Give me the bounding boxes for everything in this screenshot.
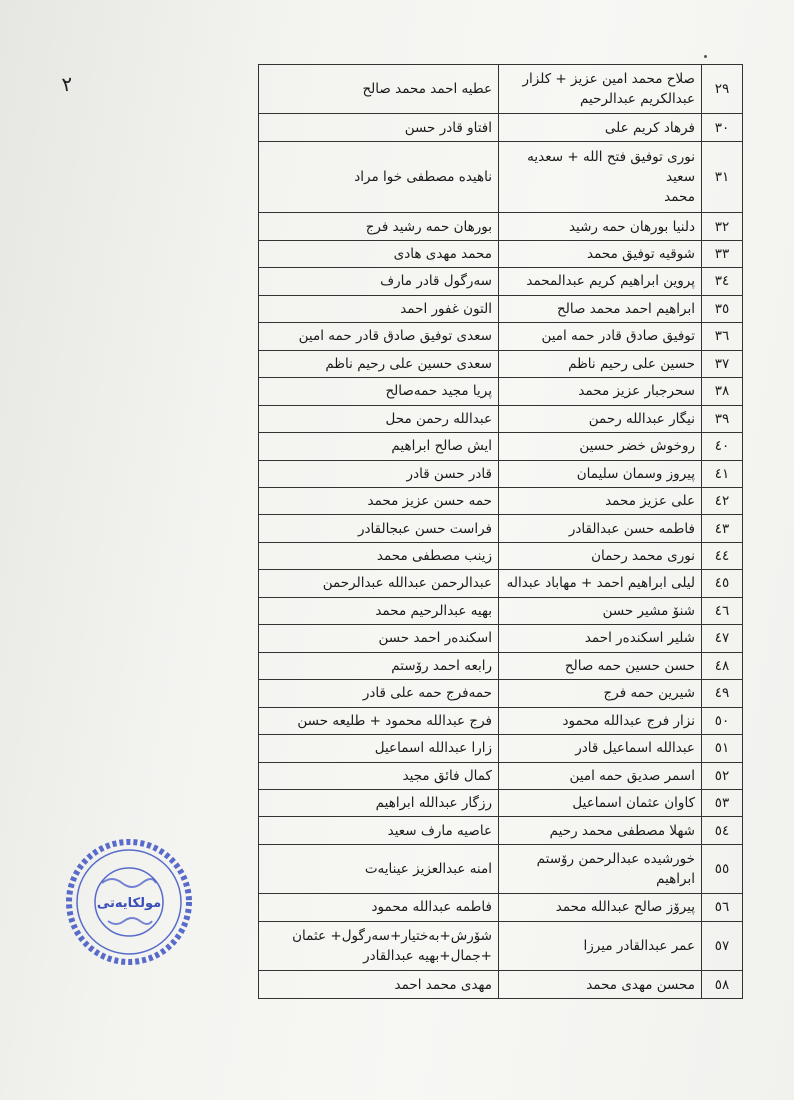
- cell-primary: [499, 921, 702, 970]
- primary-name: ليلى ابراهيم احمد + مهاباد عبداله: [506, 575, 695, 592]
- row-number: ٣٤: [702, 268, 743, 295]
- cell-primary: [499, 652, 702, 679]
- secondary-name: مهدى محمد احمد: [394, 976, 492, 993]
- table-row: [259, 323, 743, 350]
- row-number: ٣٦: [702, 323, 743, 350]
- cell-primary: [499, 817, 702, 844]
- secondary-name: سعدى توفيق صادق قادر حمه امين: [298, 328, 492, 345]
- cell-secondary: [259, 707, 499, 734]
- names-table: [258, 64, 743, 999]
- row-number: ٣٣: [702, 240, 743, 267]
- secondary-name: زينب مصطفى محمد: [376, 547, 492, 564]
- secondary-name: حمه حسن عزيز محمد: [367, 493, 492, 510]
- cell-primary: [499, 515, 702, 542]
- primary-name: صلاح محمد امين عزيز + كلزار عبدالكريم عبدالرحيم: [522, 70, 695, 108]
- cell-secondary: [259, 460, 499, 487]
- primary-name: فرهاد كريم على: [604, 119, 695, 136]
- cell-primary: [499, 295, 702, 322]
- cell-secondary: [259, 817, 499, 844]
- cell-primary: [499, 735, 702, 762]
- primary-name: پروين ابراهيم كريم عبدالمحمد: [526, 273, 695, 290]
- secondary-name: عبدالله رحمن محل: [385, 410, 492, 427]
- cell-secondary: [259, 141, 499, 213]
- cell-primary: [499, 844, 702, 893]
- cell-secondary: [259, 597, 499, 624]
- primary-name: ابراهيم احمد محمد صالح: [557, 300, 695, 317]
- secondary-name: اسكندەر احمد حسن: [378, 630, 492, 647]
- primary-name: نورى محمد رحمان: [591, 547, 695, 564]
- secondary-name: فرج عبدالله محمود + طليعه حسن: [297, 712, 492, 729]
- row-number: ٥٠: [702, 707, 743, 734]
- cell-secondary: [259, 405, 499, 432]
- primary-name: توفيق صادق قادر حمه امين: [541, 328, 695, 345]
- table-row: [259, 762, 743, 789]
- table-row: [259, 378, 743, 405]
- cell-primary: [499, 240, 702, 267]
- primary-name: كاوان عثمان اسماعيل: [572, 795, 695, 812]
- cell-primary: [499, 460, 702, 487]
- cell-secondary: [259, 378, 499, 405]
- table-row: [259, 570, 743, 597]
- row-number: ٥٤: [702, 817, 743, 844]
- secondary-name: زارا عبدالله اسماعيل: [374, 740, 492, 757]
- row-number: ٤٤: [702, 542, 743, 569]
- cell-primary: [499, 65, 702, 114]
- cell-primary: [499, 433, 702, 460]
- primary-name: شنۆ مشير حسن: [602, 602, 695, 619]
- cell-secondary: [259, 921, 499, 970]
- secondary-name: محمد مهدى هادى: [393, 245, 492, 262]
- cell-secondary: [259, 268, 499, 295]
- cell-secondary: [259, 894, 499, 921]
- cell-primary: [499, 542, 702, 569]
- secondary-name: ناهيده مصطفى خوا مراد: [354, 169, 492, 186]
- row-number: ٤٠: [702, 433, 743, 460]
- secondary-name: شۆرش+بەختيار+سەرگول+ عثمان +جمال+بهيه عبدالقادر: [292, 927, 492, 965]
- table-row: [259, 597, 743, 624]
- secondary-name: رابعه احمد رۆستم: [391, 657, 492, 674]
- cell-secondary: [259, 625, 499, 652]
- table-row: [259, 405, 743, 432]
- cell-secondary: [259, 240, 499, 267]
- cell-primary: [499, 707, 702, 734]
- cell-primary: [499, 323, 702, 350]
- table-row: [259, 487, 743, 514]
- cell-secondary: [259, 570, 499, 597]
- cell-primary: [499, 268, 702, 295]
- row-number: ٥٢: [702, 762, 743, 789]
- primary-name: نورى توفيق فتح الله + سعديه سعيد محمد: [527, 148, 695, 206]
- cell-primary: [499, 789, 702, 816]
- secondary-name: بورهان حمه رشيد فرج: [365, 218, 492, 235]
- primary-name: نزار فرج عبدالله محمود: [562, 712, 695, 729]
- row-number: ٤٢: [702, 487, 743, 514]
- secondary-name: عاصيه مارف سعيد: [387, 822, 492, 839]
- primary-name: پيروز وسمان سليمان: [576, 465, 695, 482]
- primary-name: نيگار عبدالله رحمن: [588, 410, 695, 427]
- row-number: ٥٥: [702, 844, 743, 893]
- primary-name: پيرۆز صالح عبدالله محمد: [555, 899, 695, 916]
- table-row: [259, 515, 743, 542]
- secondary-name: فاطمه عبدالله محمود: [371, 899, 492, 916]
- cell-primary: [499, 570, 702, 597]
- row-number: ٣٠: [702, 114, 743, 141]
- cell-secondary: [259, 295, 499, 322]
- row-number: ٣٧: [702, 350, 743, 377]
- cell-primary: [499, 680, 702, 707]
- table-row: [259, 971, 743, 999]
- row-number: ٤٥: [702, 570, 743, 597]
- table-row: [259, 542, 743, 569]
- row-number: ٣٢: [702, 213, 743, 240]
- row-number: ٤٧: [702, 625, 743, 652]
- row-number: ٣٨: [702, 378, 743, 405]
- row-number: ٤٦: [702, 597, 743, 624]
- secondary-name: كمال فائق مجيد: [402, 767, 492, 784]
- secondary-name: عطيه احمد محمد صالح: [362, 81, 492, 98]
- row-number: ٣٥: [702, 295, 743, 322]
- cell-secondary: [259, 433, 499, 460]
- table-row: [259, 735, 743, 762]
- cell-secondary: [259, 65, 499, 114]
- cell-primary: [499, 114, 702, 141]
- primary-name: خورشيده عبدالرحمن رۆستم ابراهيم: [536, 850, 695, 888]
- row-number: ٥٨: [702, 971, 743, 999]
- row-number: ٤٣: [702, 515, 743, 542]
- row-number: ٥٦: [702, 894, 743, 921]
- cell-secondary: [259, 323, 499, 350]
- primary-name: دلنيا بورهان حمه رشيد: [568, 218, 695, 235]
- table-row: [259, 894, 743, 921]
- primary-name: شلير اسكندەر احمد: [584, 630, 695, 647]
- cell-secondary: [259, 487, 499, 514]
- cell-secondary: [259, 680, 499, 707]
- cell-secondary: [259, 114, 499, 141]
- table-row: [259, 921, 743, 970]
- secondary-name: ايش صالح ابراهيم: [391, 438, 492, 455]
- cell-secondary: [259, 350, 499, 377]
- secondary-name: سه‌رگول قادر مارف: [380, 273, 492, 290]
- row-number: ٢٩: [702, 65, 743, 114]
- secondary-name: بهيه عبدالرحيم محمد: [375, 602, 492, 619]
- primary-name: اسمر صديق حمه امين: [569, 767, 695, 784]
- table-row: [259, 65, 743, 114]
- row-number: ٥١: [702, 735, 743, 762]
- cell-primary: [499, 597, 702, 624]
- cell-secondary: [259, 789, 499, 816]
- row-number: ٥٣: [702, 789, 743, 816]
- ink-dot: [704, 55, 707, 58]
- cell-secondary: [259, 735, 499, 762]
- cell-primary: [499, 141, 702, 213]
- table-row: [259, 433, 743, 460]
- cell-primary: [499, 405, 702, 432]
- cell-primary: [499, 213, 702, 240]
- cell-secondary: [259, 542, 499, 569]
- cell-secondary: [259, 652, 499, 679]
- cell-secondary: [259, 844, 499, 893]
- official-stamp: [62, 835, 196, 969]
- table-row: [259, 460, 743, 487]
- cell-secondary: [259, 762, 499, 789]
- row-number: ٤٩: [702, 680, 743, 707]
- table-row: [259, 625, 743, 652]
- table-row: [259, 789, 743, 816]
- primary-name: فاطمه حسن عبدالقادر: [568, 520, 695, 537]
- primary-name: شوقيه توفيق محمد: [587, 245, 695, 262]
- cell-primary: [499, 378, 702, 405]
- secondary-name: قادر حسن قادر: [406, 465, 492, 482]
- cell-primary: [499, 625, 702, 652]
- page-number: ٢: [60, 71, 75, 97]
- cell-primary: [499, 894, 702, 921]
- cell-primary: [499, 971, 702, 999]
- cell-secondary: [259, 213, 499, 240]
- secondary-name: التون غفور احمد: [400, 300, 492, 317]
- table-row: [259, 141, 743, 213]
- primary-name: سحرجبار عزيز محمد: [578, 383, 695, 400]
- table-row: [259, 114, 743, 141]
- row-number: ٣١: [702, 141, 743, 213]
- table-row: [259, 707, 743, 734]
- secondary-name: افتاو قادر حسن: [404, 119, 492, 136]
- table-row: [259, 268, 743, 295]
- secondary-name: فراست حسن عبجالقادر: [357, 520, 492, 537]
- cell-primary: [499, 487, 702, 514]
- table-row: [259, 680, 743, 707]
- secondary-name: رزگار عبدالله ابراهيم: [375, 795, 492, 812]
- secondary-name: امنه عبدالعزيز عينايەت: [364, 860, 492, 877]
- secondary-name: پريا مجيد حمه‌صالح: [385, 383, 492, 400]
- primary-name: على عزيز محمد: [605, 493, 695, 510]
- cell-secondary: [259, 971, 499, 999]
- secondary-name: سعدى حسين على رحيم ناظم: [325, 355, 492, 372]
- primary-name: حسن حسين حمه صالح: [564, 657, 695, 674]
- table-row: [259, 213, 743, 240]
- cell-secondary: [259, 515, 499, 542]
- table-row: [259, 844, 743, 893]
- secondary-name: عبدالرحمن عبدالله عبدالرحمن: [322, 575, 492, 592]
- table-row: [259, 350, 743, 377]
- table-row: [259, 240, 743, 267]
- primary-name: شهلا مصطفى محمد رحيم: [549, 822, 695, 839]
- row-number: ٤٨: [702, 652, 743, 679]
- primary-name: شيرين حمه فرج: [603, 685, 695, 702]
- row-number: ٣٩: [702, 405, 743, 432]
- primary-name: محسن مهدى محمد: [586, 976, 695, 993]
- secondary-name: حمه‌فرج حمه على قادر: [362, 685, 492, 702]
- row-number: ٥٧: [702, 921, 743, 970]
- stamp-text: مولكايه‌تى: [96, 896, 162, 911]
- row-number: ٤١: [702, 460, 743, 487]
- cell-primary: [499, 762, 702, 789]
- table-row: [259, 295, 743, 322]
- table-row: [259, 817, 743, 844]
- primary-name: عمر عبدالقادر ميرزا: [583, 937, 695, 954]
- primary-name: حسين على رحيم ناظم: [568, 355, 695, 372]
- table-row: [259, 652, 743, 679]
- primary-name: عبدالله اسماعيل قادر: [575, 740, 695, 757]
- cell-primary: [499, 350, 702, 377]
- primary-name: روخوش خضر حسين: [579, 438, 695, 455]
